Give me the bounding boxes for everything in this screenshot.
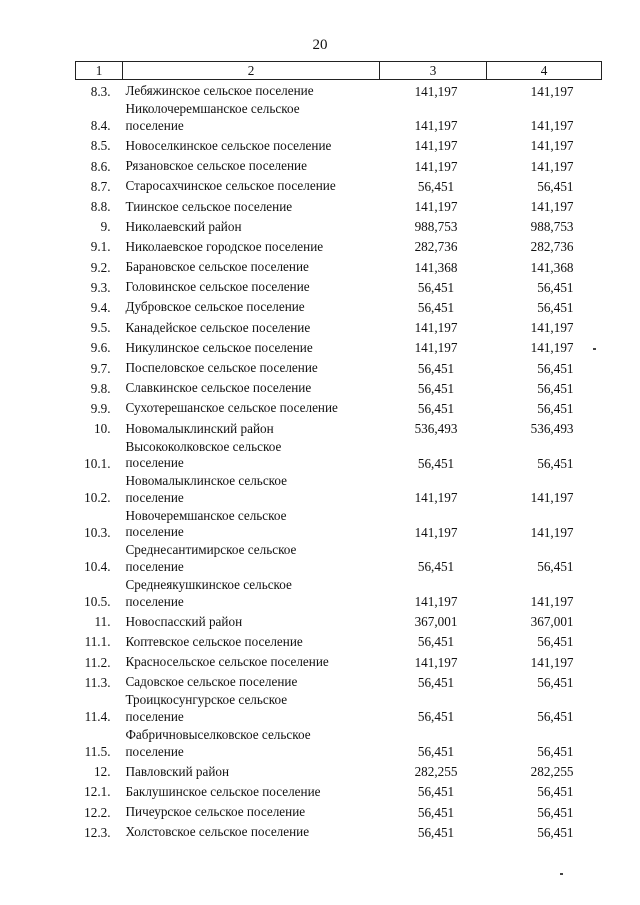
settlement-name: Сухотерешанское сельское поселение: [125, 400, 338, 416]
table-row: [76, 780, 602, 800]
row-number: 12.1.: [84, 784, 111, 800]
row-number: 12.: [94, 764, 111, 780]
value-col4: 141,197: [530, 83, 574, 99]
row-number: 9.2.: [90, 259, 111, 275]
column-header-3: 3: [380, 62, 487, 80]
row-number: 10.3.: [84, 524, 111, 540]
settlement-name: Коптевское сельское поселение: [125, 633, 303, 649]
settlement-name: Троицкосунгурское сельское поселение: [125, 692, 288, 724]
table-row: [76, 800, 602, 820]
table-row: [76, 506, 602, 541]
value-col3: 56,451: [417, 279, 455, 295]
table-row: [76, 472, 602, 507]
row-number: 9.3.: [90, 279, 111, 295]
value-col3: 141,197: [414, 524, 458, 540]
settlement-name: Холстовское сельское поселение: [125, 824, 310, 840]
row-number: 10.5.: [84, 594, 111, 610]
page-number: 20: [312, 37, 328, 53]
settlement-name: Рязановское сельское поселение: [125, 158, 307, 174]
row-number: 9.1.: [90, 239, 111, 255]
column-header-1: 1: [76, 62, 123, 80]
table-row: [76, 671, 602, 691]
settlement-name: Дубровское сельское поселение: [125, 299, 305, 315]
value-col3: 56,451: [417, 360, 455, 376]
table-row: [76, 437, 602, 472]
value-col4: 56,451: [537, 709, 574, 725]
settlement-name: Славкинское сельское поселение: [125, 380, 312, 396]
table-row: [76, 760, 602, 780]
row-number: 11.: [94, 614, 111, 630]
table-row: [76, 80, 602, 100]
value-col4: 56,451: [537, 784, 574, 800]
table-row: [76, 377, 602, 397]
row-number: 9.: [100, 219, 111, 235]
value-col3: 56,451: [417, 744, 455, 759]
table-row: [76, 154, 602, 174]
value-col4: 56,451: [537, 279, 574, 295]
value-col4: 141,368: [530, 259, 574, 275]
value-col3: 56,451: [417, 559, 455, 575]
value-col4: 282,736: [530, 239, 574, 255]
settlement-name: Пичеурское сельское поселение: [125, 804, 306, 820]
row-number: 8.3.: [90, 83, 111, 99]
row-number: 12.3.: [84, 824, 111, 840]
table-row: [76, 276, 602, 296]
value-col3: 141,197: [414, 158, 458, 174]
settlement-name: Новомалыклинское сельское поселение: [125, 473, 288, 505]
value-col3: 141,197: [414, 118, 458, 134]
settlement-name: Старосахчинское сельское поселение: [125, 178, 336, 194]
table-header: [76, 62, 602, 80]
table-row: [76, 195, 602, 215]
row-number: 8.8.: [90, 199, 111, 215]
table-row: [76, 417, 602, 437]
value-col3: 282,736: [414, 239, 458, 255]
row-number: 9.9.: [90, 400, 111, 416]
value-col3: 141,197: [414, 340, 458, 356]
settlement-name: Фабричновыселковское сельское поселение: [125, 727, 311, 759]
value-col3: 141,197: [414, 199, 458, 215]
value-col4: 282,255: [530, 764, 574, 780]
value-col3: 282,255: [414, 764, 458, 780]
row-number: 9.5.: [90, 320, 111, 336]
table-row: [76, 255, 602, 275]
settlement-name: Николаевское городское поселение: [125, 238, 324, 254]
value-col4: 988,753: [530, 219, 574, 235]
row-number: 8.5.: [90, 138, 111, 154]
table-row: [76, 175, 602, 195]
settlement-name: Тиинское сельское поселение: [125, 198, 293, 214]
value-col3: 141,197: [414, 83, 458, 99]
table-row: [76, 215, 602, 235]
row-number: 8.7.: [90, 178, 111, 194]
value-col4: 141,197: [530, 199, 574, 215]
settlement-name: Среднесантимирское сельское поселение: [125, 542, 297, 574]
value-col4: 56,451: [537, 400, 574, 416]
row-number: 12.2.: [84, 804, 111, 820]
row-number: 9.8.: [90, 380, 111, 396]
row-number: 9.4.: [90, 299, 111, 315]
row-number: 10.: [94, 421, 111, 437]
settlement-name: Высококолковское сельское поселение: [125, 438, 282, 471]
value-col3: 56,451: [417, 299, 455, 315]
settlement-name: Поспеловское сельское поселение: [125, 360, 318, 376]
table-row: [76, 356, 602, 376]
table-row: [76, 397, 602, 417]
value-col4: 56,451: [537, 674, 574, 690]
row-number: 11.1.: [84, 634, 111, 650]
value-col4: 56,451: [537, 804, 574, 820]
value-col3: 56,451: [417, 634, 455, 650]
row-number: 11.2.: [84, 654, 111, 670]
settlement-name: Канадейское сельское поселение: [125, 319, 311, 335]
value-col3: 141,197: [414, 594, 458, 610]
value-col4: 56,451: [537, 178, 574, 194]
table-row: [76, 821, 602, 841]
settlement-name: Николаевский район: [125, 218, 242, 234]
value-col4: 141,197: [530, 138, 574, 154]
settlement-name: Баклушинское сельское поселение: [125, 783, 321, 799]
value-col3: 141,368: [414, 259, 458, 275]
row-number: 10.1.: [84, 455, 111, 471]
value-col4: 56,451: [537, 634, 574, 650]
row-number: 9.6.: [90, 340, 111, 356]
settlement-name: Среднеякушкинское сельское поселение: [125, 577, 292, 609]
value-col4: 56,451: [537, 559, 574, 575]
value-col3: 56,451: [417, 824, 455, 840]
settlement-name: Павловский район: [125, 763, 230, 779]
value-col4: 141,197: [530, 118, 574, 134]
value-col4: 56,451: [537, 744, 574, 759]
value-col3: 56,451: [417, 674, 455, 690]
value-col4: 56,451: [537, 380, 574, 396]
value-col3: 56,451: [417, 380, 455, 396]
value-col3: 141,197: [414, 490, 458, 506]
value-col4: 56,451: [537, 299, 574, 315]
settlement-name: Новоселкинское сельское поселение: [125, 137, 332, 153]
settlement-name: Садовское сельское поселение: [125, 674, 298, 690]
value-col3: 56,451: [417, 400, 455, 416]
value-col3: 536,493: [414, 421, 458, 437]
table-row: [76, 316, 602, 336]
value-col3: 141,197: [414, 654, 458, 670]
value-col4: 141,197: [530, 490, 574, 506]
scan-speck: [593, 348, 596, 350]
value-col3: 141,197: [414, 138, 458, 154]
value-col3: 56,451: [417, 784, 455, 800]
table-row: [76, 235, 602, 255]
table-row: [76, 100, 602, 135]
value-col4: 141,197: [530, 524, 574, 540]
value-col3: 56,451: [417, 178, 455, 194]
settlement-name: Головинское сельское поселение: [125, 279, 310, 295]
scan-speck: [560, 873, 563, 875]
value-col4: 56,451: [537, 360, 574, 376]
value-col3: 141,197: [414, 320, 458, 336]
value-col4: 536,493: [530, 421, 574, 437]
column-header-4: 4: [487, 62, 602, 80]
settlement-name: Николочеремшанское сельское поселение: [125, 101, 300, 133]
value-col3: 56,451: [417, 455, 455, 471]
value-col4: 141,197: [530, 320, 574, 336]
table-row: [76, 725, 602, 760]
value-col3: 367,001: [414, 614, 458, 630]
table-row: [76, 650, 602, 670]
row-number: 8.4.: [90, 118, 111, 134]
settlement-name: Новоспасский район: [125, 613, 243, 629]
table-row: [76, 336, 602, 356]
settlement-name: Красносельское сельское поселение: [125, 654, 329, 670]
value-col4: 141,197: [530, 158, 574, 174]
table-body: [76, 80, 602, 841]
table-row: [76, 610, 602, 630]
row-number: 10.4.: [84, 559, 111, 575]
table-row: [76, 296, 602, 316]
row-number: 9.7.: [90, 360, 111, 376]
value-col4: 56,451: [537, 824, 574, 840]
row-number: 11.5.: [84, 744, 111, 759]
row-number: 11.4.: [84, 709, 111, 725]
table-row: [76, 691, 602, 726]
data-table: [75, 61, 602, 841]
value-col3: 56,451: [417, 804, 455, 820]
settlement-name: Барановское сельское поселение: [125, 259, 309, 275]
table-row: [76, 541, 602, 576]
settlement-name: Новочеремшанское сельское поселение: [125, 507, 287, 540]
table-row: [76, 575, 602, 610]
settlement-name: Новомалыклинский район: [125, 420, 274, 436]
table-row: [76, 630, 602, 650]
value-col3: 988,753: [414, 219, 458, 235]
row-number: 10.2.: [84, 490, 111, 506]
row-number: 11.3.: [84, 674, 111, 690]
value-col4: 56,451: [537, 455, 574, 471]
settlement-name: Лебяжинское сельское поселение: [125, 83, 314, 99]
value-col4: 141,197: [530, 594, 574, 610]
row-number: 8.6.: [90, 158, 111, 174]
value-col4: 141,197: [530, 340, 574, 356]
column-header-2: 2: [123, 62, 380, 80]
value-col4: 367,001: [530, 614, 574, 630]
value-col3: 56,451: [417, 709, 455, 725]
table-row: [76, 134, 602, 154]
value-col4: 141,197: [530, 654, 574, 670]
settlement-name: Никулинское сельское поселение: [125, 339, 313, 355]
